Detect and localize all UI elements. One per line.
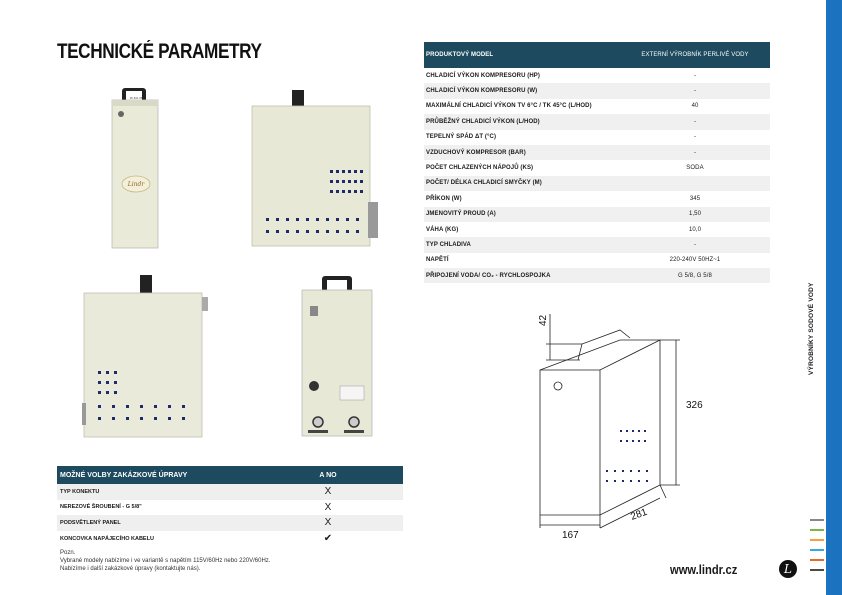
product-photo-back: [300, 276, 375, 438]
table-row: [424, 268, 770, 283]
option-label: PODSVĚTLENÝ PANEL: [57, 515, 250, 531]
spec-value: -: [618, 114, 770, 129]
spec-label: CHLADICÍ VÝKON KOMPRESORU (W): [424, 83, 618, 98]
stripe: [810, 539, 824, 541]
stripe: [810, 559, 824, 561]
options-header-value: A NO: [250, 466, 403, 484]
spec-label: MAXIMÁLNÍ CHLADICÍ VÝKON TV 6°C / TK 45°C (L/HOD): [426, 103, 592, 110]
spec-label: NAPĚTÍ: [426, 257, 449, 264]
spec-value: 10,0: [688, 226, 702, 233]
spec-value: -: [693, 72, 697, 79]
option-value: X: [250, 484, 403, 500]
option-value: X: [324, 501, 332, 513]
table-row: [424, 114, 770, 129]
dimension-drawing: [520, 300, 720, 540]
spec-label: TEPELNÝ SPÁD ΔT (°C): [426, 134, 497, 141]
table-row: [424, 160, 770, 175]
spec-header-row: [424, 42, 770, 68]
product-photo-side: [250, 90, 380, 250]
dim-top: 42: [538, 314, 549, 326]
spec-label: VÁHA (KG): [426, 226, 459, 233]
spec-value: -: [693, 134, 697, 141]
spec-label: POČET CHLAZENÝCH NÁPOJŮ (KS): [426, 165, 534, 172]
table-row: [424, 176, 770, 191]
side-label-text: VÝROBNÍKY SODOVÉ VODY: [808, 282, 815, 375]
spec-header-label: PRODUKTOVÝ MODEL: [424, 42, 618, 68]
color-stripes: [810, 519, 824, 579]
table-row: [424, 207, 770, 222]
table-row: [424, 145, 770, 160]
brand-logo: L: [779, 560, 797, 578]
table-row: [424, 237, 770, 252]
side-label: [808, 282, 822, 445]
spec-label: TYP CHLADIVA: [424, 237, 618, 252]
option-label: NEREZOVÉ ŠROUBENÍ - G 5/8": [60, 504, 142, 511]
stripe: [810, 549, 824, 551]
spec-value: -: [618, 237, 770, 252]
option-label: KONCOVKA NAPÁJECÍHO KABELU: [60, 535, 154, 542]
options-header-row: [57, 466, 403, 484]
options-header-label: MOŽNÉ VOLBY ZAKÁZKOVÉ ÚPRAVY: [57, 466, 250, 484]
spec-value: 345: [689, 195, 701, 202]
footnote-line: Vybrané modely nabízíme i ve variantě s napětím 115V/60Hz nebo 220V/60Hz.: [60, 558, 271, 564]
product-photo-front: [110, 88, 160, 250]
spec-label: PŘIPOJENÍ VODA/ CO₂ - RYCHLOSPOJKA: [424, 268, 618, 283]
table-row: [424, 68, 770, 83]
stripe: [810, 519, 824, 521]
spec-label: POČET/ DÉLKA CHLADICÍ SMYČKY (M): [424, 176, 618, 191]
spec-label: PŘÍKON (W): [426, 195, 462, 202]
spec-label: JMENOVITÝ PROUD (A): [424, 207, 618, 222]
side-accent-bar: [826, 0, 842, 595]
spec-value: SODA: [686, 165, 704, 172]
footnote: [60, 549, 270, 573]
table-row: [57, 484, 403, 500]
option-value: ✔: [323, 533, 333, 545]
page-title: TECHNICKÉ PARAMETRY: [57, 40, 262, 63]
spec-value: 40: [691, 103, 699, 110]
spec-value: [618, 176, 770, 191]
spec-value: -: [618, 83, 770, 98]
spec-label: PRŮBĚŽNÝ CHLADICÍ VÝKON (L/HOD): [424, 114, 618, 129]
spec-value: -: [618, 145, 770, 160]
spec-header-value: EXTERNÍ VÝROBNÍK PERLIVÉ VODY: [618, 42, 770, 68]
badge-label: M.I.B.R. 65: [129, 97, 143, 100]
spec-value: 220-240V 50HZ~1: [669, 257, 721, 264]
stripe: [810, 569, 824, 571]
option-value: X: [250, 515, 403, 531]
spec-value: 1,50: [618, 207, 770, 222]
option-label: TYP KONEKTU: [57, 484, 250, 500]
footnote-line: Pozn.: [60, 550, 76, 556]
table-row: [424, 191, 770, 206]
product-photo-side-2: [82, 275, 212, 440]
table-row: [424, 222, 770, 237]
table-row: [424, 130, 770, 145]
table-row: [57, 531, 403, 547]
footnote-line: Nabízíme i další zakázkové úpravy (kontaktujte nás).: [60, 566, 201, 572]
website-link[interactable]: www.lindr.cz: [670, 562, 738, 577]
spec-value: G 5/8, G 5/8: [618, 268, 770, 283]
stripe: [810, 529, 824, 531]
table-row: [424, 253, 770, 268]
dim-width: 167: [562, 530, 579, 540]
spec-label: CHLADICÍ VÝKON KOMPRESORU (HP): [426, 72, 541, 79]
spec-table: [424, 42, 770, 283]
options-table: [57, 466, 403, 546]
dim-depth: 281: [629, 506, 649, 523]
table-row: [424, 99, 770, 114]
spec-label: VZDUCHOVÝ KOMPRESOR (BAR): [424, 145, 618, 160]
dim-height: 326: [686, 400, 703, 411]
table-row: [57, 515, 403, 531]
table-row: [57, 500, 403, 516]
brand-badge-text: Lindr: [127, 181, 145, 188]
table-row: [424, 83, 770, 98]
